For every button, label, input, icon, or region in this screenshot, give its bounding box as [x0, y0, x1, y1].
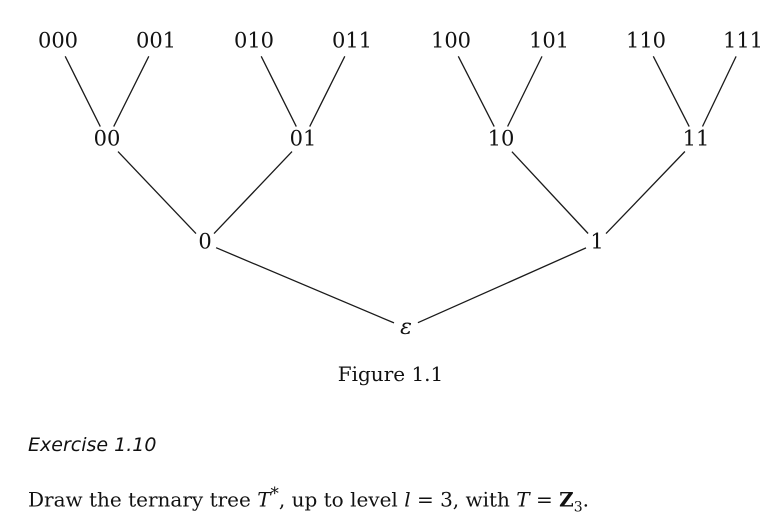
set-symbol: Z	[559, 487, 574, 512]
edge-n00-n000	[65, 56, 100, 126]
exercise-statement	[28, 484, 589, 516]
exercise-text-before: Draw the ternary tree	[28, 487, 258, 512]
tree-node-n00: 00	[93, 126, 121, 151]
tree-symbol-star: *	[270, 484, 279, 503]
tree-node-n110: 110	[625, 28, 667, 53]
edge-n0-n00	[118, 152, 196, 234]
tree-node-n001: 001	[135, 28, 177, 53]
tree-node-n10: 10	[487, 126, 515, 151]
tree-node-n000: 000	[37, 28, 79, 53]
tree-edges	[65, 56, 736, 323]
edge-n01-n010	[261, 56, 296, 126]
level-variable: l	[404, 487, 411, 512]
edge-n0-n01	[214, 152, 292, 234]
tree-node-n101: 101	[528, 28, 570, 53]
tree-symbol: T	[257, 487, 271, 512]
edge-n10-n100	[458, 56, 494, 126]
tree-node-n01: 01	[289, 126, 317, 151]
edge-n1-n10	[512, 152, 588, 234]
edge-n1-n11	[606, 152, 685, 234]
set-variable: T	[516, 487, 530, 512]
tree-node-n100: 100	[430, 28, 472, 53]
tree-node-n011: 011	[331, 28, 373, 53]
edge-n00-n001	[114, 56, 149, 126]
level-equation: = 3, with	[410, 487, 517, 512]
set-subscript: 3	[573, 499, 583, 516]
edge-n01-n011	[310, 56, 345, 126]
exercise-heading: Exercise 1.10	[28, 434, 157, 456]
tree-node-n11: 11	[682, 126, 710, 151]
edge-n11-n110	[653, 56, 689, 126]
tree-node-n1: 1	[590, 229, 604, 254]
edge-n11-n111	[703, 56, 737, 126]
set-equation: =	[529, 487, 560, 512]
edge-n10-n101	[508, 56, 542, 126]
tree-node-n111: 111	[722, 28, 764, 53]
exercise-text-middle: , up to level	[278, 487, 405, 512]
tree-node-n0: 0	[198, 229, 212, 254]
tree-node-root: ε	[400, 315, 412, 340]
edge-root-n1	[418, 248, 586, 323]
edge-root-n0	[216, 248, 394, 323]
figure-caption: Figure 1.1	[337, 362, 444, 386]
exercise-text-end: .	[582, 487, 590, 512]
tree-node-n010: 010	[233, 28, 275, 53]
